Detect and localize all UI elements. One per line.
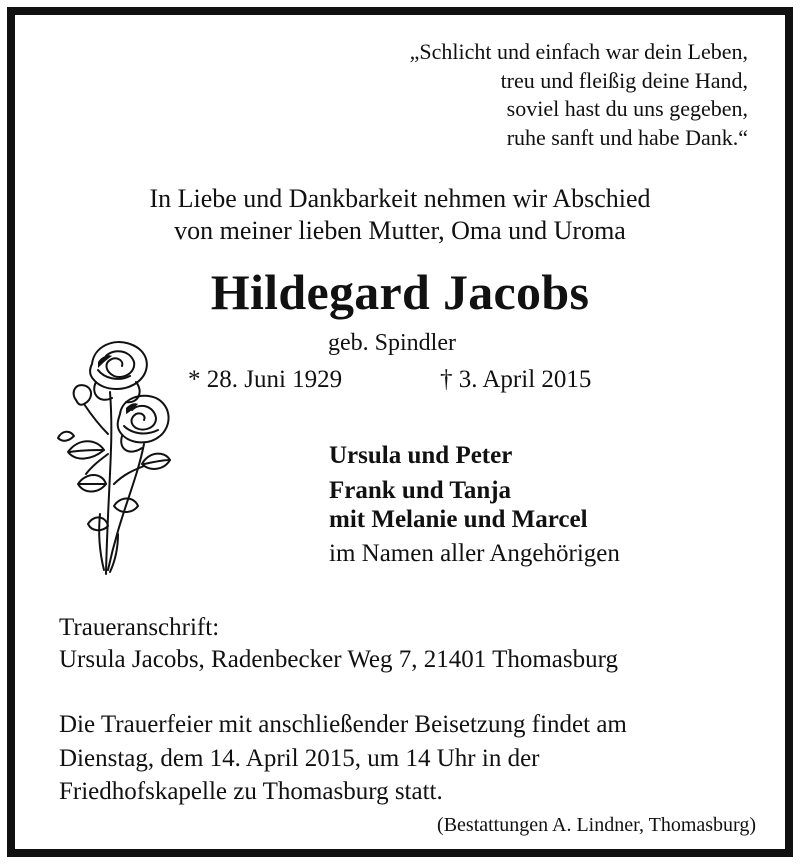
poem-line: soviel hast du uns gegeben, bbox=[506, 96, 748, 121]
intro-text bbox=[0, 183, 800, 247]
deceased-name: Hildegard Jacobs bbox=[210, 264, 590, 320]
address-label: Traueranschrift: bbox=[59, 614, 220, 641]
death-date: † 3. April 2015 bbox=[440, 366, 592, 393]
ceremony-line: Friedhofskapelle zu Thomasburg statt. bbox=[59, 778, 443, 805]
mourner-line: Frank und Tanja bbox=[329, 477, 512, 504]
mourner-line: im Namen aller Angehörigen bbox=[329, 540, 620, 567]
poem-line: „Schlicht und einfach war dein Leben, bbox=[409, 39, 748, 64]
rose-illustration-icon bbox=[48, 334, 178, 582]
mourner-line: Ursula und Peter bbox=[329, 442, 513, 469]
undertaker-credit: (Bestattungen A. Lindner, Thomasburg) bbox=[437, 814, 756, 836]
ceremony-text bbox=[59, 708, 627, 809]
ceremony-line: Dienstag, dem 14. April 2015, um 14 Uhr in der bbox=[59, 744, 540, 772]
birth-date: * 28. Juni 1929 bbox=[188, 366, 343, 393]
ceremony-line: Die Trauerfeier mit anschließender Beisetzung findet am bbox=[59, 711, 627, 738]
intro-line-2: von meiner lieben Mutter, Oma und Uroma bbox=[174, 216, 626, 245]
poem-line: ruhe sanft und habe Dank.“ bbox=[506, 124, 748, 150]
maiden-name: geb. Spindler bbox=[328, 330, 456, 356]
poem bbox=[410, 38, 748, 152]
address-value: Ursula Jacobs, Radenbecker Weg 7, 21401 Thomasburg bbox=[59, 646, 618, 673]
poem-line: treu und fleißig deine Hand, bbox=[500, 67, 748, 93]
intro-line-1: In Liebe und Dankbarkeit nehmen wir Abschied bbox=[149, 184, 651, 213]
mourner-line: mit Melanie und Marcel bbox=[329, 506, 588, 533]
